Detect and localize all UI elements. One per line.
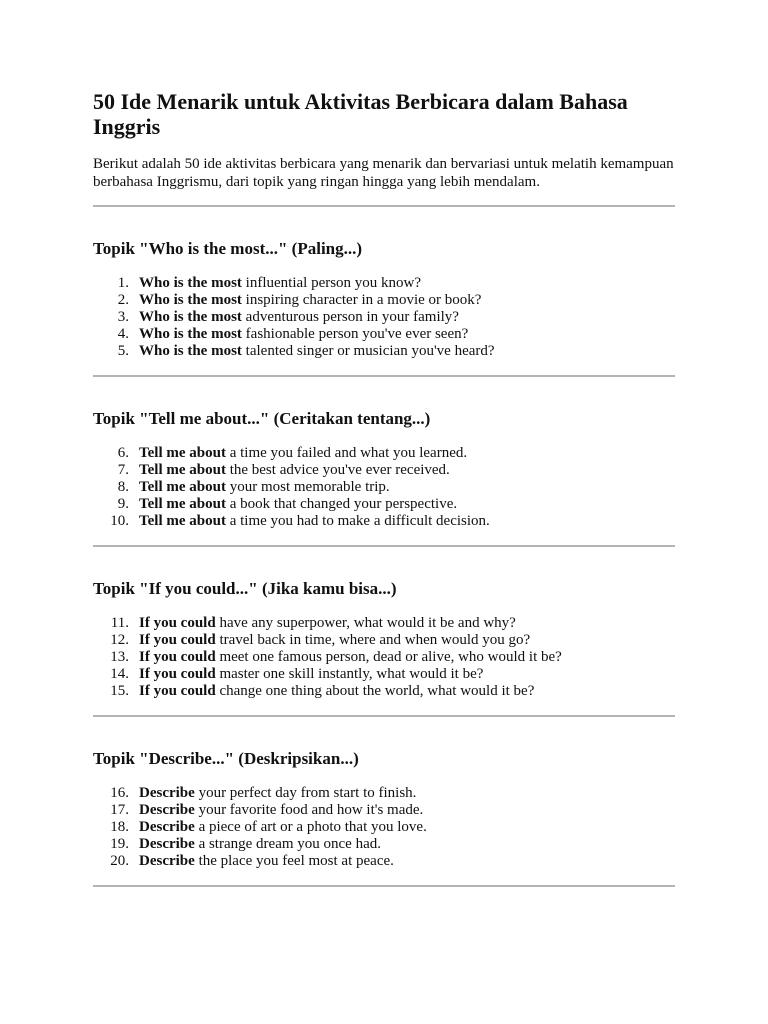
item-number: 20. (110, 853, 129, 869)
item-text: a book that changed your perspective. (225, 496, 458, 512)
item-text: talented singer or musician you've heard? (241, 343, 495, 359)
item-text: your favorite food and how it's made. (194, 802, 424, 818)
list-item (93, 836, 675, 853)
list-item (93, 649, 675, 666)
item-number: 19. (110, 836, 129, 852)
item-text: a time you had to make a difficult decision. (225, 513, 490, 529)
item-number: 8. (117, 479, 129, 495)
item-text: the place you feel most at peace. (194, 853, 394, 869)
section-heading: Topik "Who is the most..." (Paling...) (93, 239, 363, 258)
list-item (93, 632, 675, 649)
list-item (93, 479, 675, 496)
item-number: 17. (110, 802, 129, 818)
list-item (93, 326, 675, 343)
topic-list (93, 785, 675, 870)
item-number: 13. (110, 649, 129, 665)
list-item (93, 309, 675, 326)
list-item (93, 292, 675, 309)
item-text: your most memorable trip. (225, 479, 390, 495)
topic-list (93, 445, 675, 530)
item-lead: Describe (139, 819, 195, 835)
item-text: a time you failed and what you learned. (225, 445, 468, 461)
item-number: 11. (110, 615, 129, 631)
item-text: your perfect day from start to finish. (194, 785, 417, 801)
item-lead: Describe (139, 785, 195, 801)
divider (93, 375, 675, 377)
divider (93, 715, 675, 717)
item-text: meet one famous person, dead or alive, who would it be? (215, 649, 562, 665)
page-title: 50 Ide Menarik untuk Aktivitas Berbicara dalam Bahasa Inggris (93, 89, 628, 139)
item-lead: If you could (139, 632, 216, 648)
item-number: 3. (117, 309, 129, 325)
item-number: 16. (110, 785, 129, 801)
item-lead: Tell me about (139, 513, 226, 529)
section-heading: Topik "If you could..." (Jika kamu bisa...) (93, 579, 397, 598)
item-lead: Who is the most (139, 275, 242, 291)
divider (93, 545, 675, 547)
item-text: travel back in time, where and when would you go? (215, 632, 531, 648)
item-text: inspiring character in a movie or book? (241, 292, 482, 308)
item-lead: Describe (139, 802, 195, 818)
list-item (93, 802, 675, 819)
list-item (93, 343, 675, 360)
item-number: 4. (117, 326, 129, 342)
list-item (93, 819, 675, 836)
topic-list (93, 615, 675, 700)
list-item (93, 683, 675, 700)
item-text: a piece of art or a photo that you love. (194, 819, 427, 835)
item-lead: Describe (139, 853, 195, 869)
item-text: a strange dream you once had. (194, 836, 381, 852)
item-text: change one thing about the world, what would it be? (215, 683, 535, 699)
item-lead: If you could (139, 649, 216, 665)
list-item (93, 853, 675, 870)
topic-list (93, 275, 675, 360)
item-lead: Tell me about (139, 479, 226, 495)
list-item (93, 275, 675, 292)
item-text: influential person you know? (241, 275, 422, 291)
item-number: 10. (110, 513, 129, 529)
section-heading: Topik "Describe..." (Deskripsikan...) (93, 749, 359, 768)
item-lead: Who is the most (139, 309, 242, 325)
item-number: 7. (117, 462, 129, 478)
item-text: have any superpower, what would it be and why? (215, 615, 516, 631)
item-lead: Who is the most (139, 292, 242, 308)
item-text: adventurous person in your family? (241, 309, 459, 325)
item-number: 18. (110, 819, 129, 835)
item-number: 5. (117, 343, 129, 359)
list-item (93, 513, 675, 530)
item-number: 1. (117, 275, 129, 291)
list-item (93, 615, 675, 632)
divider (93, 885, 675, 887)
list-item (93, 496, 675, 513)
item-lead: Tell me about (139, 496, 226, 512)
item-number: 6. (117, 445, 129, 461)
item-lead: Tell me about (139, 445, 226, 461)
item-lead: If you could (139, 666, 216, 682)
item-text: the best advice you've ever received. (225, 462, 450, 478)
list-item (93, 785, 675, 802)
intro-paragraph: Berikut adalah 50 ide aktivitas berbicara yang menarik dan bervariasi untuk melatih kemampuan berbahasa Inggrismu, dari topik yang ringan hingga yang lebih mendalam. (93, 156, 674, 190)
list-item (93, 666, 675, 683)
item-number: 2. (117, 292, 129, 308)
list-item (93, 445, 675, 462)
item-number: 9. (117, 496, 129, 512)
section-heading: Topik "Tell me about..." (Ceritakan tentang...) (93, 409, 431, 428)
item-lead: Who is the most (139, 343, 242, 359)
list-item (93, 462, 675, 479)
item-number: 14. (110, 666, 129, 682)
item-number: 12. (110, 632, 129, 648)
item-lead: If you could (139, 683, 216, 699)
item-lead: Tell me about (139, 462, 226, 478)
item-lead: Who is the most (139, 326, 242, 342)
divider (93, 205, 675, 207)
item-lead: Describe (139, 836, 195, 852)
item-number: 15. (110, 683, 129, 699)
item-text: fashionable person you've ever seen? (241, 326, 469, 342)
item-lead: If you could (139, 615, 216, 631)
item-text: master one skill instantly, what would it be? (215, 666, 484, 682)
